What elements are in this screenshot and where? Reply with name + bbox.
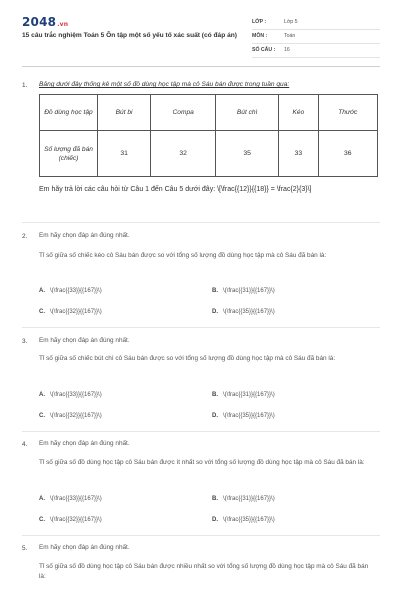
question-separator [22, 535, 380, 536]
answer-option[interactable]: D. \(\frac{{35}}{{167}}\) [212, 517, 275, 523]
question-number: 5. [22, 545, 28, 552]
item-count: 36 [318, 131, 377, 177]
meta-value: 16 [284, 47, 290, 53]
question-number: 1. [22, 82, 28, 89]
answer-option[interactable]: D. \(\frac{{35}}{{167}}\) [212, 413, 275, 419]
question-lead: Em hãy trả lời các câu hỏi từ Câu 1 đến Câu 5 dưới đây: \[\frac{{12}}{{18}} = \frac{2}{3}\] [39, 186, 312, 193]
question-separator [22, 431, 380, 432]
question-separator [22, 327, 380, 328]
meta-key: SỐ CÂU : [252, 47, 276, 53]
item-name: Bút bi [98, 95, 151, 131]
question-text: Tỉ số giữa số đồ dùng học tập cô Sáu bán được nhiều nhất so với tổng số lượng đồ dùng học tập mà cô Sáu đã bán là: [39, 563, 369, 580]
question-text: Tỉ số giữa số chiếc bút chì cô Sáu bán được so với tổng số lượng đồ dùng học tập mà cô Sáu đã bán là: [39, 355, 336, 362]
meta-key: LỚP : [252, 19, 267, 25]
answer-option[interactable]: C. \(\frac{{32}}{{167}}\) [39, 413, 102, 419]
answer-option[interactable]: B. \(\frac{{31}}{{167}}\) [212, 288, 275, 294]
item-name: Bút chì [216, 95, 279, 131]
answer-option[interactable]: C. \(\frac{{32}}{{167}}\) [39, 309, 102, 315]
answer-option[interactable]: A. \(\frac{{33}}{{167}}\) [39, 496, 102, 502]
page-header [0, 0, 400, 62]
answer-option[interactable]: A. \(\frac{{33}}{{167}}\) [39, 392, 102, 398]
item-count: 31 [98, 131, 151, 177]
table-row [40, 95, 378, 131]
site-logo[interactable]: 2048.vn [22, 15, 69, 29]
document-title: 15 câu trắc nghiệm Toán 5 Ôn tập một số yếu tố xác suất (có đáp án) [22, 32, 237, 39]
item-name: Thước [318, 95, 377, 131]
answer-option[interactable]: C. \(\frac{{32}}{{167}}\) [39, 517, 102, 523]
answer-option[interactable]: D. \(\frac{{35}}{{167}}\) [212, 309, 275, 315]
meta-key: MÔN : [252, 33, 268, 39]
row-header: Đồ dùng học tập [40, 95, 98, 131]
answer-option[interactable]: A. \(\frac{{33}}{{167}}\) [39, 288, 102, 294]
table-intro: Bảng dưới đây thống kê một số đồ dùng học tập mà cô Sáu bán được trong tuần qua: [39, 81, 290, 88]
item-count: 33 [279, 131, 318, 177]
item-count: 35 [216, 131, 279, 177]
header-divider [22, 66, 380, 67]
question-separator [22, 222, 380, 223]
meta-row-class [252, 16, 380, 30]
row-header: Số lượng đã bán (chiếc) [40, 131, 98, 177]
answer-option[interactable]: B. \(\frac{{31}}{{167}}\) [212, 392, 275, 398]
meta-row-count [252, 44, 380, 58]
question-number: 2. [22, 233, 28, 240]
question-prompt: Em hãy chọn đáp án đúng nhất. [39, 544, 130, 551]
item-count: 32 [151, 131, 216, 177]
meta-row-subject [252, 30, 380, 44]
document-meta [252, 16, 380, 58]
table-row [40, 131, 378, 177]
item-name: Compa [151, 95, 216, 131]
question-number: 3. [22, 338, 28, 345]
meta-value: Toán [284, 33, 296, 39]
meta-value: Lớp 5 [284, 19, 298, 25]
question-text: Tỉ số giữa số đồ dùng học tập cô Sáu bán được ít nhất so với tổng số lượng đồ dùng học tập mà cô Sáu đã bán là: [39, 459, 365, 466]
question-prompt: Em hãy chọn đáp án đúng nhất. [39, 440, 130, 447]
question-prompt: Em hãy chọn đáp án đúng nhất. [39, 337, 130, 344]
question-prompt: Em hãy chọn đáp án đúng nhất. [39, 232, 130, 239]
question-text: Tỉ số giữa số chiếc kéo cô Sáu bán được so với tổng số lượng đồ dùng học tập mà cô Sáu đã bán là: [39, 252, 327, 259]
answer-option[interactable]: B. \(\frac{{31}}{{167}}\) [212, 496, 275, 502]
item-name: Kéo [279, 95, 318, 131]
sales-table [39, 94, 378, 177]
question-number: 4. [22, 441, 28, 448]
